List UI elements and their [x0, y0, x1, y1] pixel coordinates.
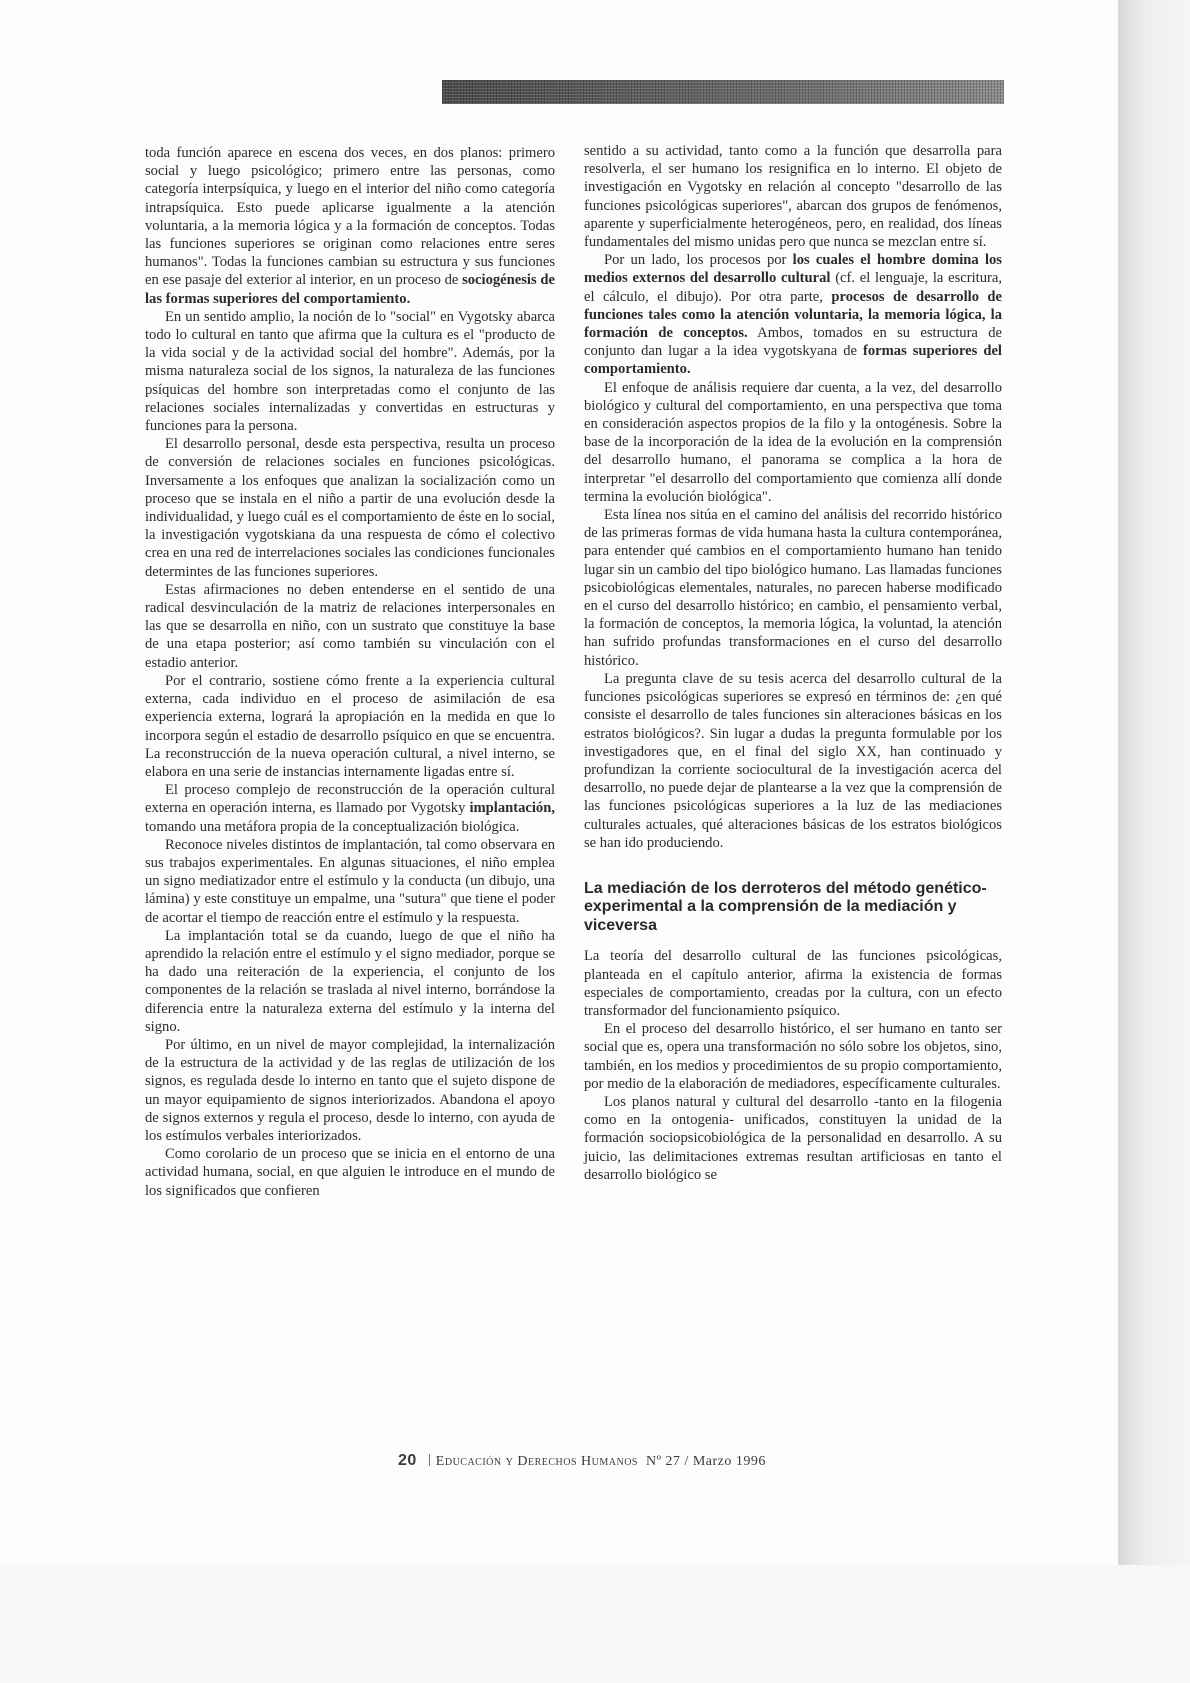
bold-term: procesos de desarrollo de funciones tales como la atención voluntaria, la memoria lógica, la formación de conceptos.: [584, 288, 1002, 342]
paragraph: La pregunta clave de su tesis acerca del desarrollo cultural de la funciones psicológicas superiores se expresó en términos de: ¿en qué consiste el desarrollo de tales funciones sin alteraciones básicas en los estratos biológicos?. Sin lugar a dudas la pregunta formulable por los investigadores que, en el final del siglo XX, han continuado y profundizan la corriente sociocultural de la investigación acerca del desarrollo, no puede dejar de plantearse a la vez que la comprensión de las funciones psicológicas superiores a la luz de las mediaciones culturales actuales, qué alteraciones básicas de los estratos biológicos se han ido produciendo.: [584, 670, 1002, 851]
paragraph: sentido a su actividad, tanto como a la función que desarrolla para resolverla, el ser humano los resignifica en lo interno. El objeto de investigación en Vygotsky en relación al concepto "desarrollo de las funciones psicológicas superiores", abarcan dos grupos de fenómenos, aparente y superficialmente heterogéneos, pero, en realidad, dos líneas fundamentales del mismo unidas pero que nunca se mezclan entre sí.: [584, 143, 1002, 251]
issue-info: Nº 27 / Marzo 1996: [645, 1454, 766, 1469]
journal-title: Educación y Derechos Humanos: [435, 1454, 638, 1469]
paragraph: El enfoque de análisis requiere dar cuenta, a la vez, del desarrollo biológico y cultural del comportamiento, en una perspectiva que toma en consideración aspectos propios de la filo y la ontogénesis. Sobre la base de la incorporación de la idea de la evolución en la comprensión del desarrollo humano, el panorama se complica a la hora de interpretar "el desarrollo del comportamiento que comienza allí donde termina la evolución biológica".: [584, 379, 1002, 505]
header-decorative-bar: [442, 80, 1004, 104]
section-heading: La mediación de los derroteros del método genético-experimental a la comprensión de la mediación y viceversa: [584, 879, 987, 934]
paragraph: La teoría del desarrollo cultural de las funciones psicológicas, planteada en el capítulo anterior, afirma la existencia de formas especiales de comportamiento, creadas por la cultura, con un efecto transformador del funcionamiento psíquico.: [584, 948, 1002, 1020]
paragraph: Estas afirmaciones no deben entenderse en el sentido de una radical desvinculación de la matriz de relaciones interpersonales en las que se desarrolla en niño, con un sustrato que constituye la base de una etapa posterior; así como también su vinculación con el estadio anterior.: [145, 581, 555, 671]
paragraph: La implantación total se da cuando, luego de que el niño ha aprendido la relación entre el estímulo y el signo mediador, porque se ha dado una reiteración de la experiencia, el conjunto de los componentes de la relación se traslada al nivel interno, borrándose la diferencia entre la naturaleza externa del estímulo y la interna del signo.: [145, 927, 555, 1035]
bold-term: implantación,: [469, 800, 555, 817]
paragraph: En un sentido amplio, la noción de lo "social" en Vygotsky abarca todo lo cultural en tanto que afirma que la cultura es el "producto de la vida social y de la actividad social del hombre". Además, por la misma naturaleza social de los signos, la naturaleza de las funciones psíquicas del hombre son interpretadas como el conjunto de las relaciones sociales internalizadas y convertidas en estructuras y funciones para la persona.: [145, 308, 555, 435]
scan-bottom-area: [0, 1565, 1190, 1683]
page-number: 20: [398, 1452, 417, 1469]
paragraph: Reconoce niveles distintos de implantación, tal como observara en sus trabajos experimentales. En algunas situaciones, el niño emplea un signo mediatizador entre el estímulo y la conducta (un dibujo, una lámina) y este constituye un empalme, una "sutura" que tiene el poder de acortar el tiempo de reacción entre el estímulo y la respuesta.: [145, 836, 555, 926]
bold-term: formas superiores del comportamiento.: [584, 343, 1002, 378]
paragraph: Como corolario de un proceso que se inicia en el entorno de una actividad humana, social, en que alguien le introduce en el mundo de los significados que confieren: [145, 1146, 555, 1199]
bold-term: los cuales el hombre domina los medios externos del desarrollo cultural: [584, 252, 1002, 287]
left-column: [145, 144, 555, 1200]
page-edge-shadow: [1118, 0, 1190, 1565]
paragraph: En el proceso del desarrollo histórico, el ser humano en tanto ser social que es, opera una transformación no sólo sobre los objetos, sino, también, en los medios y procedimientos de su propio comportamiento, por medio de la elaboración de mediadores, específicamente culturales.: [584, 1021, 1002, 1092]
paragraph: El desarrollo personal, desde esta perspectiva, resulta un proceso de conversión de relaciones sociales en funciones psicológicas. Inversamente a los enfoques que analizan la socialización como un proceso que se instala en el niño a partir de una evolución desde la individualidad, y luego cuál es el comportamiento de éste en lo social, la investigación vygotskiana da una respuesta de cómo el colectivo crea en una red de interrelaciones sociales las condiciones funcionales determintes de las funciones superiores.: [145, 436, 555, 580]
paragraph: toda función aparece en escena dos veces, en dos planos: primero social y luego psicológico; primero entre las personas, como categoría interpsíquica, y luego en el interior del niño como categoría intrapsíquica. Esto puede aplicarse igualmente a la atención voluntaria, a la memoria lógica y a la formación de conceptos. Todas las funciones superiores se originan como relaciones entre seres humanos". Todas la funciones cambian su estructura y sus funciones en ese pasaje del exterior al interior, en un proceso de sociogénesis de las formas superiores del comportamiento.: [145, 145, 555, 307]
paragraph: Los planos natural y cultural del desarrollo -tanto en la filogenia como en la ontogenia- unificados, constituyen la unidad de la formación sociopsicobiológica de la personalidad en desarrollo. A su juicio, las delimitaciones extremas resultan artificiosas en tanto el desarrollo biológico se: [584, 1094, 1002, 1183]
paragraph: Esta línea nos sitúa en el camino del análisis del recorrido histórico de las primeras formas de vida humana hasta la cultura contemporánea, para entender qué cambios en el comportamiento humano han tenido lugar sin un cambio del tipo biológico humano. Las llamadas funciones psicobiológicas elementales, naturales, no parecen haberse modificado en el curso del desarrollo histórico; en cambio, el pensamiento verbal, la formación de conceptos, la memoria lógica, la voluntad, la atención han sufrido profundas transformaciones en el curso del desarrollo histórico.: [584, 507, 1002, 669]
bold-term: sociogénesis de las formas superiores del comportamiento.: [145, 272, 555, 307]
right-column: [584, 142, 1002, 1184]
paragraph: Por el contrario, sostiene cómo frente a la experiencia cultural externa, cada individuo en el proceso de asimilación de esa experiencia externa, logrará la apropiación en la medida en que lo incorpora según el estadio de desarrollo psíquico en que se encuentra. La reconstrucción de la nueva operación cultural, a nivel interno, se elabora en una serie de instancias internamente ligadas entre sí.: [145, 672, 555, 780]
paragraph: Por un lado, los procesos por los cuales el hombre domina los medios externos del desarrollo cultural (cf. el lenguaje, la escritura, el cálculo, el dibujo). Por otra parte, procesos de desarrollo de funciones tales como la atención voluntaria, la memoria lógica, la formación de conceptos. Ambos, tomados en su estructura de conjunto dan lugar a la idea vygotskyana de formas superiores del comportamiento.: [584, 252, 1003, 378]
page-footer: [398, 1452, 766, 1470]
footer-divider: [429, 1454, 430, 1466]
paragraph: El proceso complejo de reconstrucción de la operación cultural externa en operación interna, es llamado por Vygotsky implantación, tomando una metáfora propia de la conceptualización biológica.: [145, 782, 555, 835]
paragraph: Por último, en un nivel de mayor complejidad, la internalización de la estructura de la actividad y de las reglas de utilización de los signos, es regulada desde lo interno en tanto que el sujeto dispone de un mayor equipamiento de signos interiorizados. Abandona el apoyo de signos externos y regula el proceso, desde lo interno, con ayuda de los estímulos verbales interiorizados.: [145, 1036, 555, 1144]
